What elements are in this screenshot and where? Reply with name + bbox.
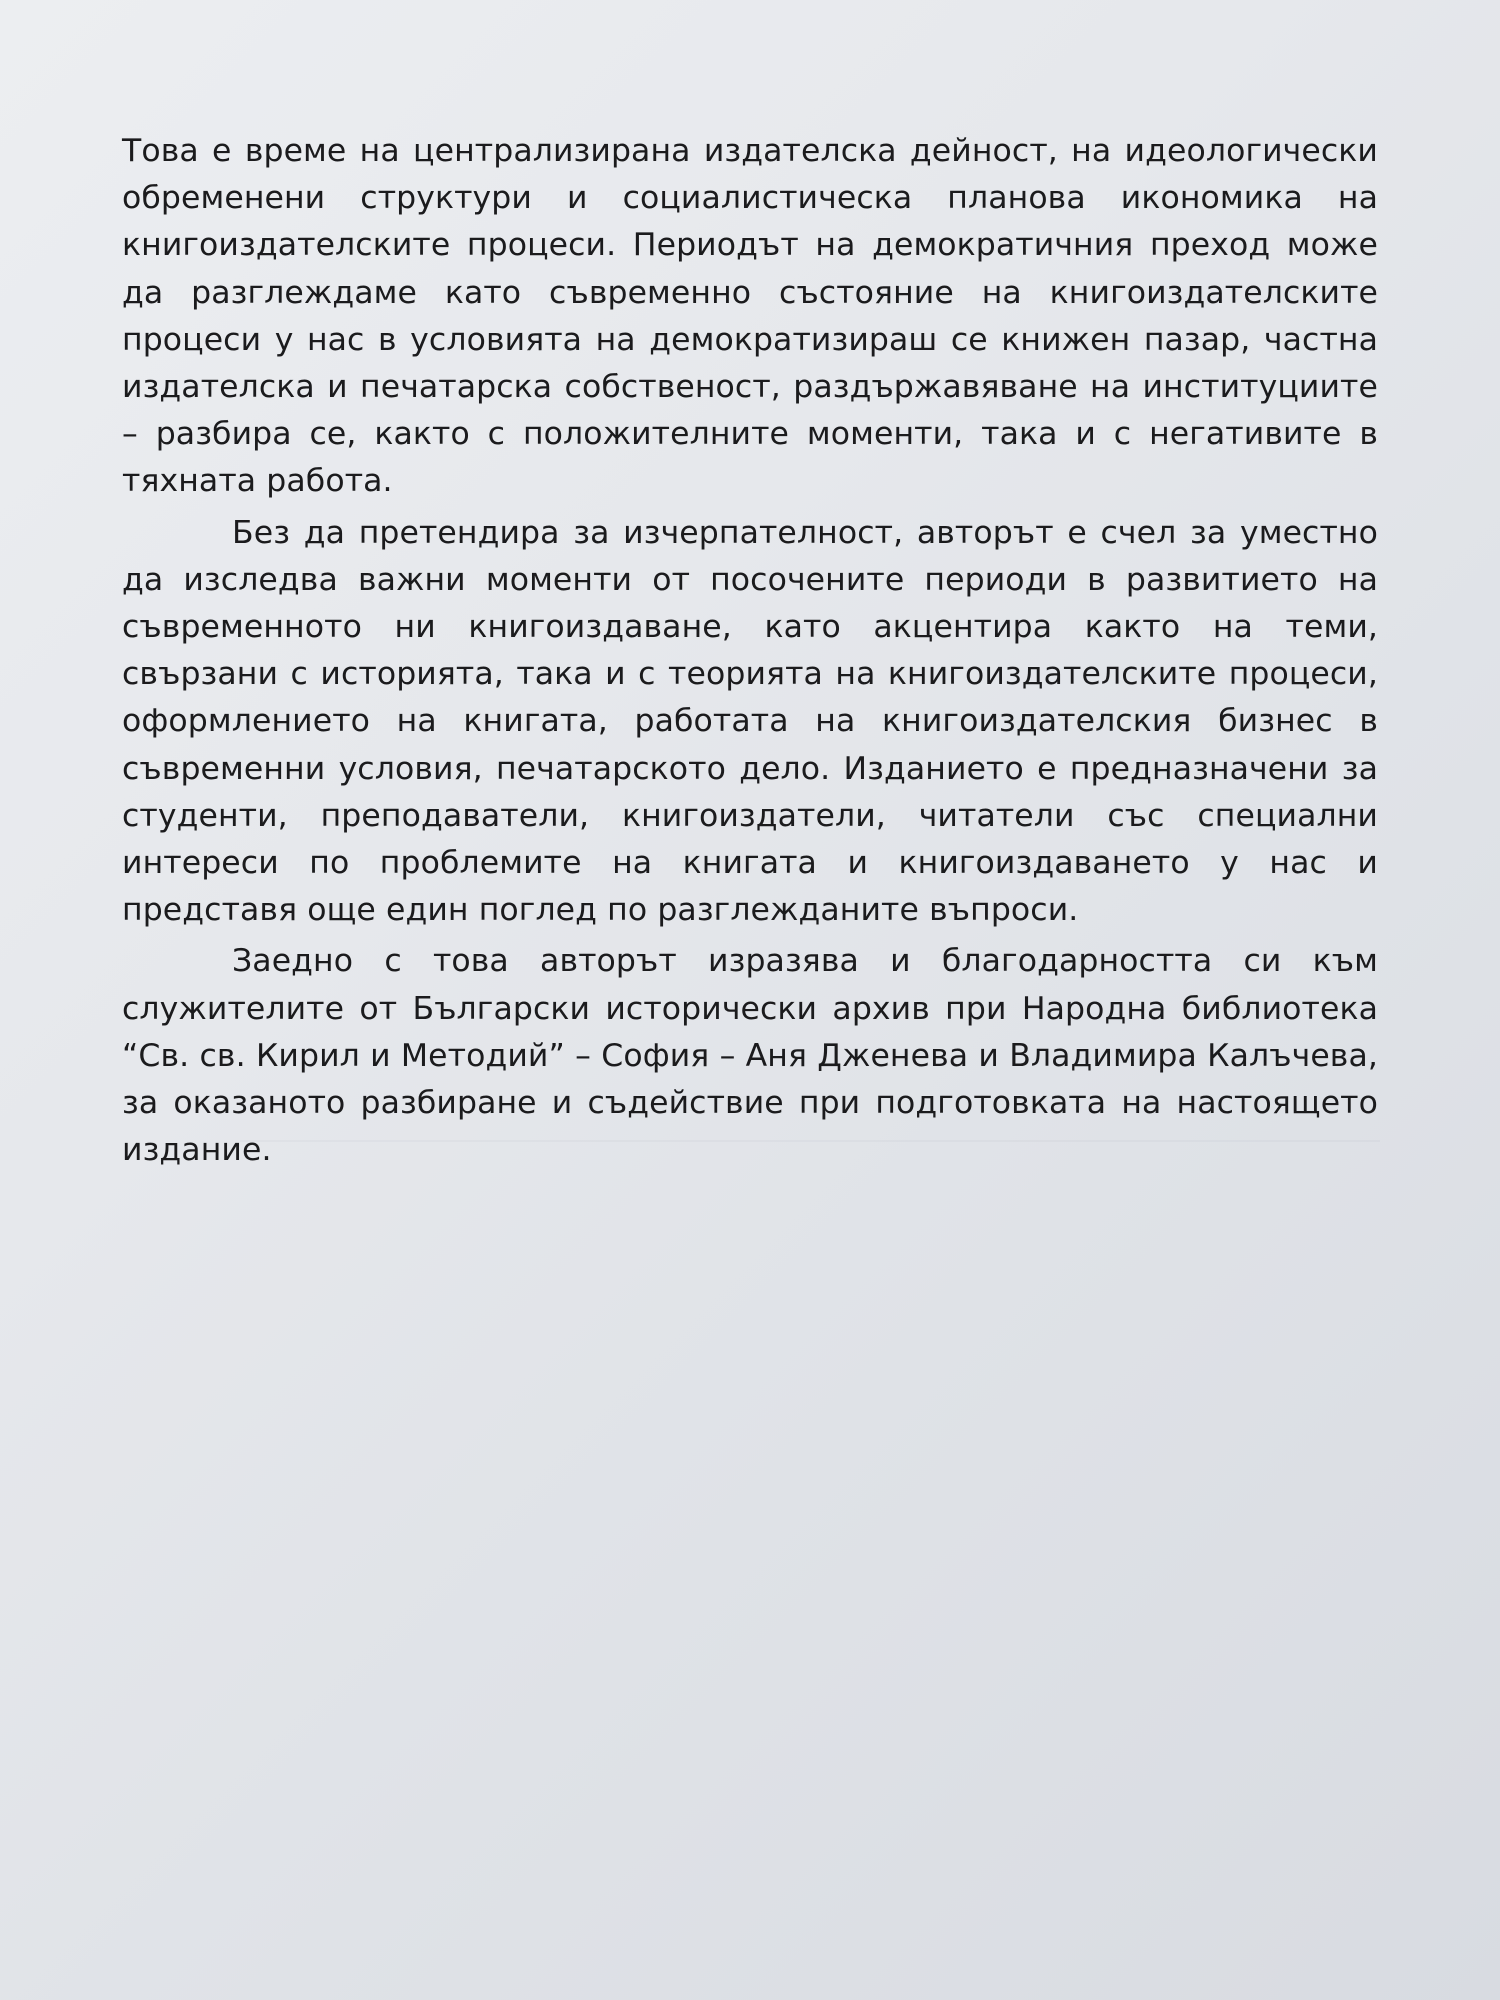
paragraph-3: Заедно с това авторът изразява и благодарността си към служителите от Български исторически архив при Народна библиотека “Св. св. Кирил и Методий” – София – Аня Дженева и Владимира Калъчева, за оказаното разбиране и съдействие при подготовката на настоящето издание. [122, 943, 1378, 1169]
paragraph-1: Това е време на централизирана издателска дейност, на идеологически обременени структури и социалистическа планова икономика на книгоиздателските процеси. Периодът на демократичния преход може да разглеждаме като съвременно състояние на книгоиздателските процеси у нас в условията на демократизираш се книжен пазар, частна издателска и печатарска собственост, раздържавяване на институциите – разбира се, както с положителните моменти, така и с негативите в тяхната работа. [122, 133, 1378, 500]
paragraph-2: Без да претендира за изчерпателност, авторът е счел за уместно да изследва важни моменти от посочените периоди в развитието на съвременното ни книгоиздаване, като акцентира както на теми, свързани с историята, така и с теорията на книгоиздателските процеси, оформлението на книгата, работата на книгоиздателския бизнес в съвременни условия, печатарското дело. Изданието е предназначени за студенти, преподаватели, книгоиздатели, читатели със специални интереси по проблемите на книгата и книгоиздаването у нас и представя още един поглед по разглежданите въпроси. [122, 514, 1378, 929]
body-text [122, 128, 1378, 1178]
